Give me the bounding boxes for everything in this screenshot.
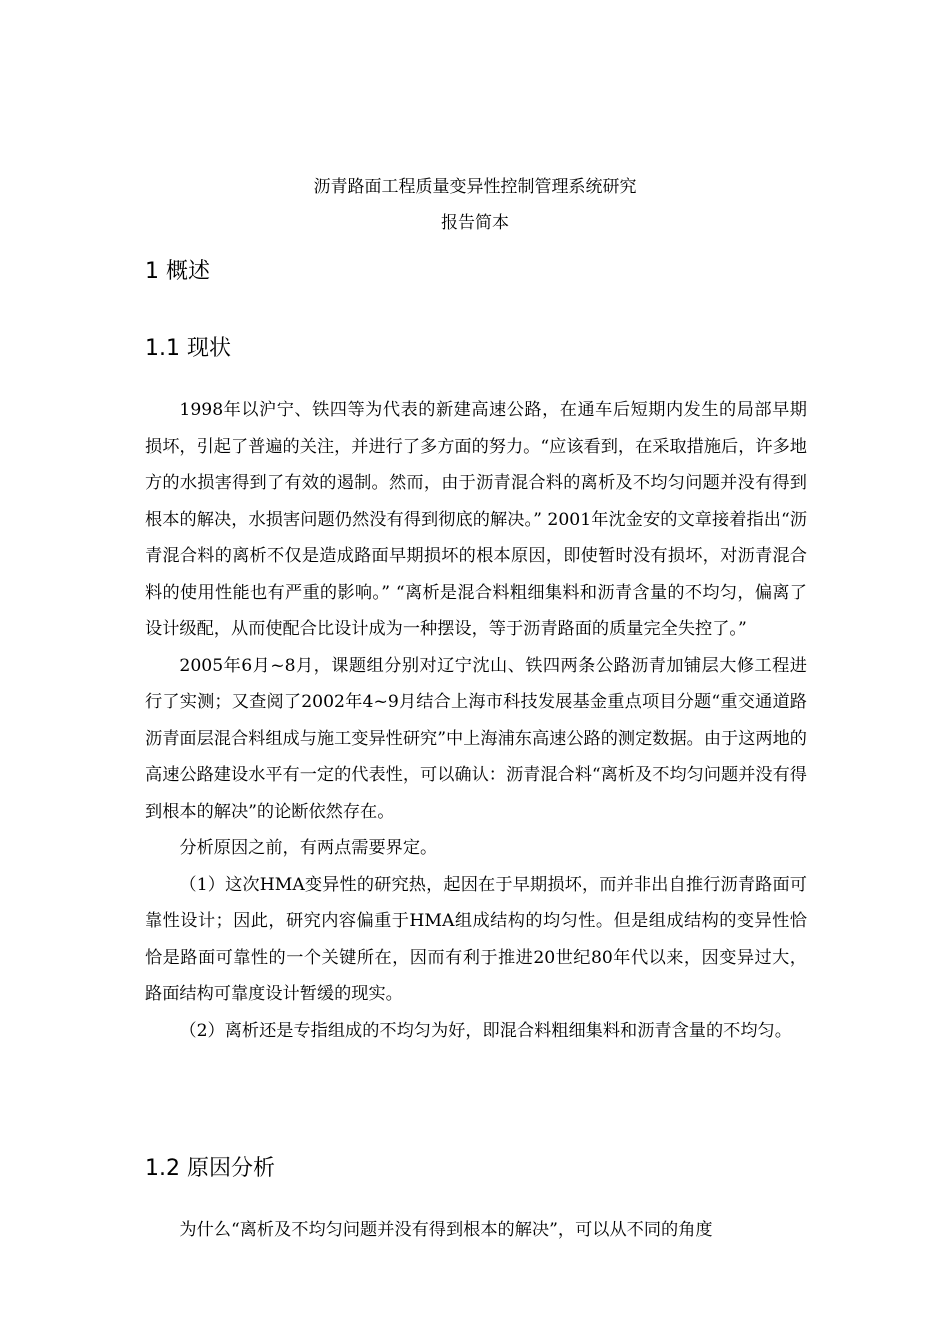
document-subtitle: 报告简本 [441,213,509,233]
section-heading-1: 1 概述 [145,259,210,284]
document-title: 沥青路面工程质量变异性控制管理系统研究 [313,177,637,197]
paragraph-5: （2）离析还是专指组成的不均匀为好，即混合料粗细集料和沥青含量的不均匀。 [179,1020,792,1041]
paragraph-2: 2005年6月~8月，课题组分别对辽宁沈山、铁四两条公路沥青加铺层大修工程进行了实测；又查阅了2002年4~9月结合上海市科技发展基金重点项目分题“重交通道路沥青面层混合料组成与施工变异性研究”中上海浦东高速公路的测定数据。由于这两地的高速公路建设水平有一定的代表性，可以确认：沥青混合料“离析及不均匀问题并没有得到根本的解决”的论断依然存在。 [145,655,807,822]
paragraph-1-text-b: ，水损害问题仍然没有得到彻底的解决。” 2001年沈金安的文章接着指出“沥青混合料的离析不仅是造成路面早期损坏的根本原因，即使暂时没有损坏，对沥青混合料的使用性能也有严重的影响。” “离析是混合料粗细集料和沥青含量的不均匀，偏离了设计级配，从而使配合比设计成为一种摆设，等于沥青路面的质量完全 [145,509,807,639]
section-1-1-body [145,392,807,1049]
paragraph-1 [145,392,807,648]
paragraph-1-2: 为什么“离析及不均匀问题并没有得到根本的解决”，可以从不同的角度 [179,1220,713,1240]
paragraph-1-emphasis-2: 失控 [677,619,713,639]
section-1-2-body [145,1212,807,1249]
paragraph-1-text-c: 了。” [712,619,747,639]
section-heading-1-1: 1.1 现状 [145,336,231,361]
paragraph-1-emphasis: 离析及不均匀问题并没有得到根本的解决 [145,473,807,530]
paragraph-3: 分析原因之前，有两点需要界定。 [179,838,438,858]
paragraph-4: （1）这次HMA变异性的研究热，起因在于早期损坏，而并非出自推行沥青路面可靠性设计；因此，研究内容偏重于HMA组成结构的均匀性。但是组成结构的变异性恰恰是路面可靠性的一个关键所在，因而有利于推进20世纪80年代以来，因变异过大，路面结构可靠度设计暂缓的现实。 [145,874,807,1004]
paragraph-1-text-a: 1998年以沪宁、铁四等为代表的新建高速公路，在通车后短期内发生的局部早期损坏，引起了普遍的关注，并进行了多方面的努力。“应该看到，在采取措施后，许多地方的水损害得到了有效的遏制。然而，由于沥青混合料的 [145,400,807,493]
section-heading-1-2: 1.2 原因分析 [145,1156,275,1181]
